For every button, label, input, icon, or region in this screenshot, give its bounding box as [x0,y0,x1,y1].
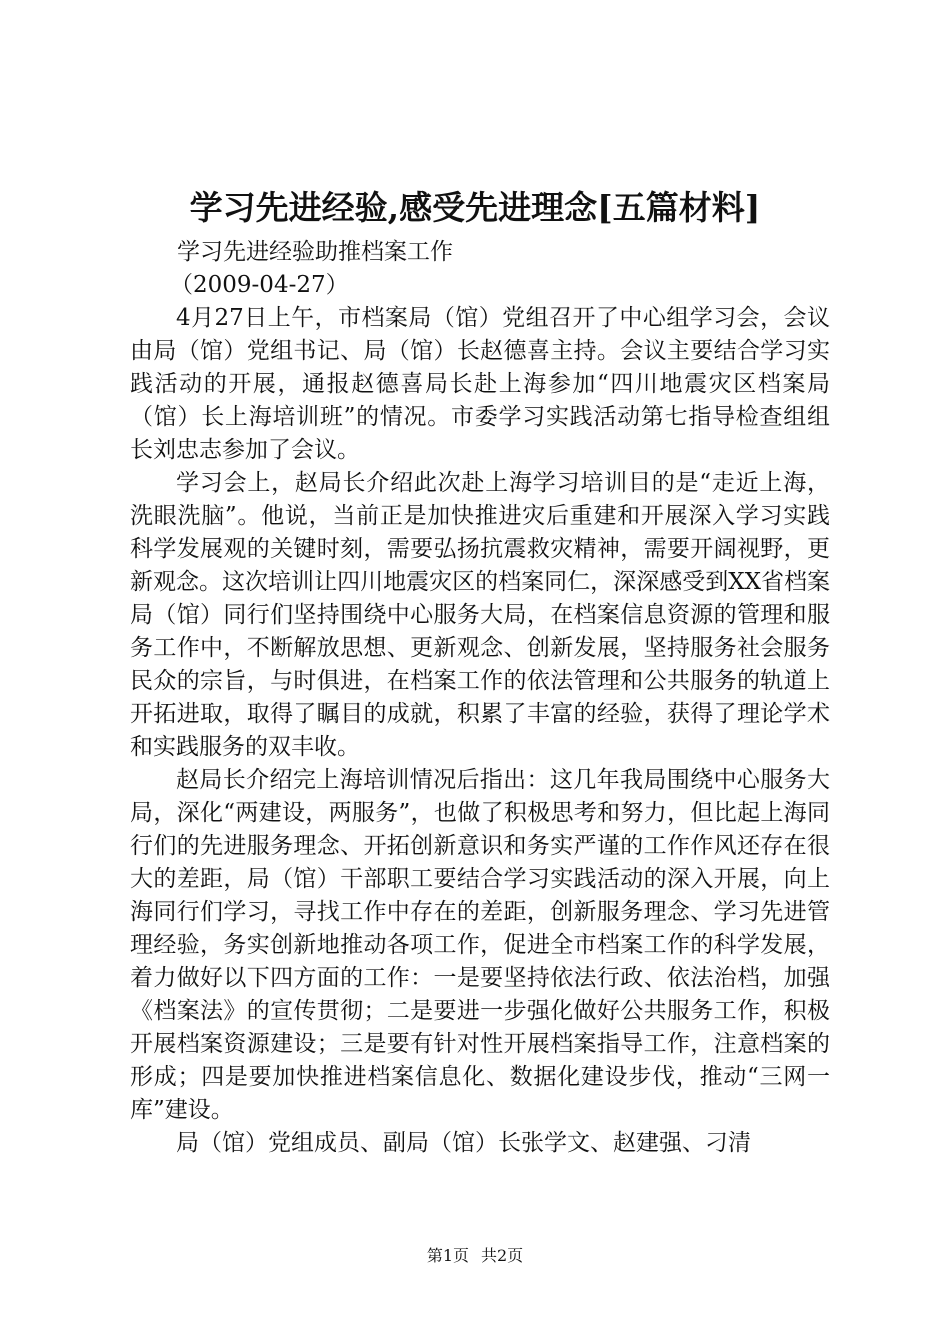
document-title: 学习先进经验,感受先进理念[五篇材料] [189,188,761,227]
paragraph: 4月27日上午，市档案局（馆）党组召开了中心组学习会，会议由局（馆）党组书记、局（馆）长赵德喜主持。会议主要结合学习实践活动的开展，通报赵德喜局长赴上海参加“四川地震灾区档案局（馆）长上海培训班”的情况。市委学习实践活动第七指导检查组组长刘忠志参加了会议。 [130,305,830,463]
page-number-current: 第1页 [426,1246,469,1265]
paragraph: 赵局长介绍完上海培训情况后指出：这几年我局围绕中心服务大局，深化“两建设，两服务”，也做了积极思考和努力，但比起上海同行们的先进服务理念、开拓创新意识和务实严谨的工作作风还存在很大的差距，局（馆）干部职工要结合学习实践活动的深入开展，向上海同行们学习，寻找工作中存在的差距，创新服务理念、学习先进管理经验，务实创新地推动各项工作，促进全市档案工作的科学发展，着力做好以下四方面的工作：一是要坚持依法行政、依法治档，加强《档案法》的宣传贯彻；二是要进一步强化做好公共服务工作，积极开展档案资源建设；三是要有针对性开展档案指导工作，注意档案的形成；四是要加快推进档案信息化、数据化建设步伐，推动“三网一库”建设。 [130,767,830,1123]
paragraph: 局（馆）党组成员、副局（馆）长张学文、赵建强、刁清 [176,1130,751,1156]
paragraph: 学习会上，赵局长介绍此次赴上海学习培训目的是“走近上海，洗眼洗脑”。他说，当前正是加快推进灾后重建和开展深入学习实践科学发展观的关键时刻，需要弘扬抗震救灾精神，需要开阔视野，更新观念。这次培训让四川地震灾区的档案同仁，深深感受到XX省档案局（馆）同行们坚持围绕中心服务大局，在档案信息资源的管理和服务工作中，不断解放思想、更新观念、创新发展，坚持服务社会服务民众的宗旨，与时俱进，在档案工作的依法管理和公共服务的轨道上开拓进取，取得了瞩目的成就，积累了丰富的经验，获得了理论学术和实践服务的双丰收。 [130,470,830,760]
article-date: （2009-04-27） [170,272,349,298]
page-number-total: 共2页 [481,1246,524,1265]
page-footer [0,1244,950,1268]
article-subtitle: 学习先进经验助推档案工作 [177,239,453,265]
document-body [130,236,830,1160]
